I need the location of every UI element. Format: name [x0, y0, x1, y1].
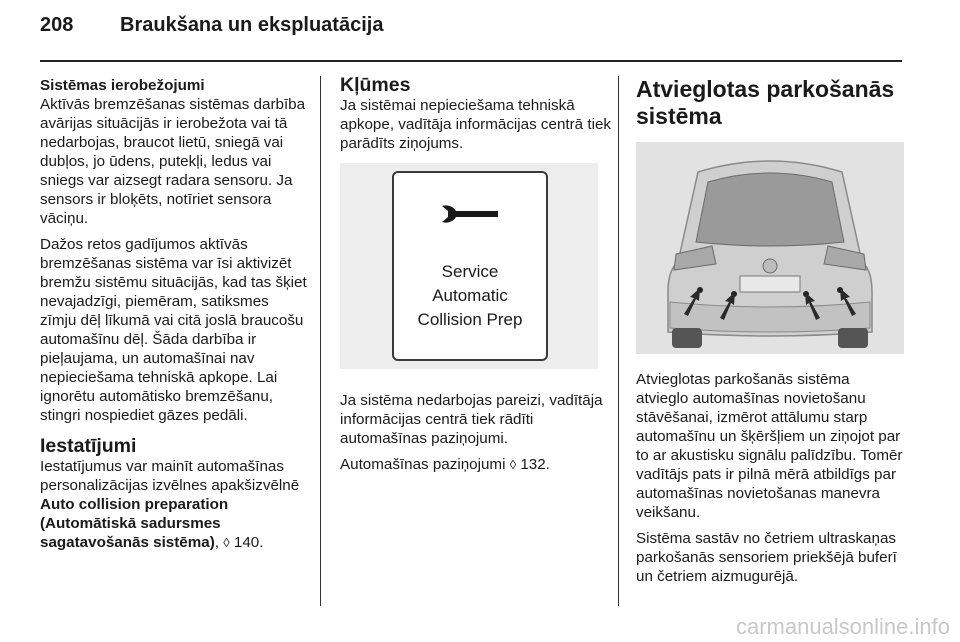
page-ref-140[interactable]: 140.	[229, 534, 264, 551]
watermark: carmanualsonline.info	[735, 614, 950, 639]
paragraph-faults: Ja sistēmai nepieciešama tehniskā apkope, vadītāja informācijas centrā tiek parādīts ziņojums.	[340, 97, 611, 152]
paragraph-limitations: Aktīvās bremzēšanas sistēmas darbība avārijas situācijās ir ierobežota vai tā nedarbojas, braucot lietū, sniegā vai dubļos, jo ūdens, putekļi, ledus vai sniegs var aizsegt radara sensoru. Ja sensors ir bloķēts, notīriet sensora vāciņu.	[40, 96, 306, 227]
paragraph-malfunction: Ja sistēma nedarbojas pareizi, vadītāja informācijas centrā tiek rādīti automašīnas paziņojumi.	[340, 392, 603, 447]
car-rear-sensors-illustration	[636, 142, 904, 354]
service-message-text: Service Automatic Collision Prep	[417, 262, 523, 329]
page-ref-arrow-icon: ◊	[223, 535, 230, 550]
paragraph-vehicle-messages: Automašīnas paziņojumi ◊ 132.	[340, 456, 550, 473]
paragraph-sensors: Sistēma sastāv no četriem ultraskaņas parkošanās sensoriem priekšējā buferī un četriem aizmugurējā.	[636, 530, 897, 585]
subheading-system-limitations: Sistēmas ierobežojumi	[40, 77, 205, 94]
column-3	[636, 76, 904, 593]
column-divider-2	[618, 76, 619, 606]
column-divider-1	[320, 76, 321, 606]
page-ref-arrow-icon: ◊	[509, 457, 517, 472]
wrench-icon	[394, 203, 546, 230]
page-header-title: Braukšana un ekspluatācija	[120, 14, 384, 36]
menu-path-bold: Auto collision preparation (Automātiskā sadursmes sagatavošanās sistēma)	[40, 496, 229, 551]
header-rule	[40, 60, 902, 62]
page-ref-132[interactable]: 132.	[516, 456, 550, 473]
paragraph-false-activation: Dažos retos gadījumos aktīvās bremzēšanas sistēma var īsi aktivizēt bremžu sistēmu situācijās, kad tas šķiet nevajadzīgi, piemēram, satiksmes zīmju dēļ līkumā vai citā joslā braucošu automašīnu dēļ. Šāda darbība ir pieļaujama, un automašīnai nav nepieciešama tehniskā apkope. Lai ignorētu automātisko bremzēšanu, stingri nospiediet gāzes pedāli.	[40, 236, 307, 424]
service-message-figure	[340, 163, 598, 369]
paragraph-settings: Iestatījumus var mainīt automašīnas personalizācijas izvēlnes apakšizvēlnē Auto collision preparation (Automātiskā sadursmes sagatavošanās sistēma), ◊ 140.	[40, 458, 300, 551]
heading-parking-assist: Atvieglotas parkošanās sistēma	[636, 76, 895, 129]
column-2	[340, 76, 612, 481]
page-header	[40, 14, 383, 37]
heading-settings: Iestatījumi	[40, 435, 137, 457]
dic-display	[392, 171, 548, 361]
column-1	[40, 76, 308, 559]
page-number: 208	[40, 14, 74, 36]
paragraph-parking-assist-description: Atvieglotas parkošanās sistēma atvieglo automašīnas novietošanu stāvēšanai, izmērot attālumu starp automašīnu un šķēršļiem un ziņojot par to ar akustisku signālu palīdzību. Tomēr vadītājs pats ir pilnā mērā atbildīgs par automašīnas novietošanas manevra veikšanu.	[636, 371, 903, 521]
heading-faults: Kļūmes	[340, 74, 411, 96]
